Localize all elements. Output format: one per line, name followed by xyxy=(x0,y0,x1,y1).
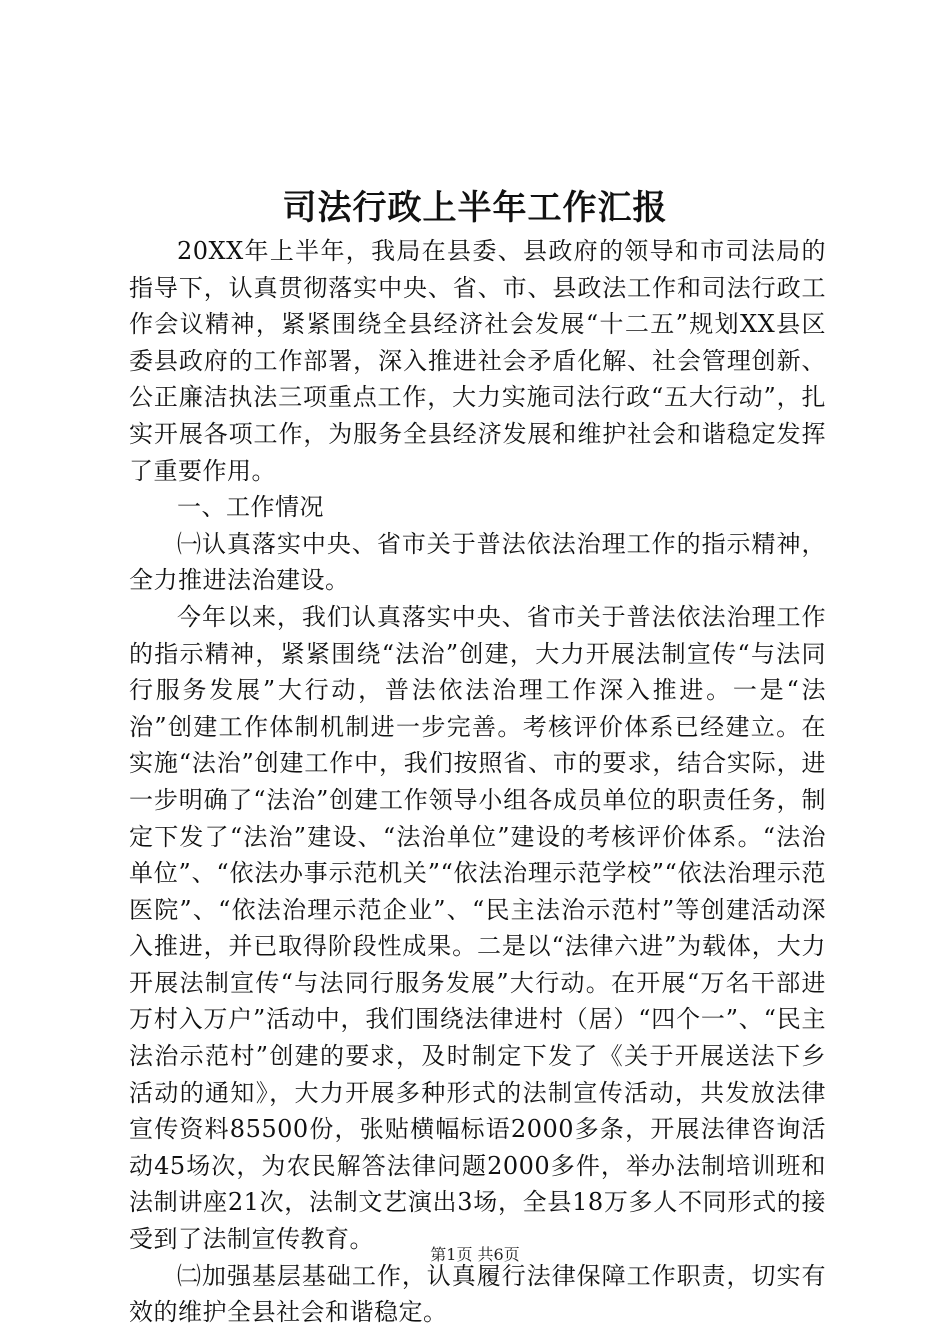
paragraph-legal-governance-detail: 今年以来，我们认真落实中央、省市关于普法依法治理工作的指示精神，紧紧围绕“法治”创建，大力开展法制宣传“与法同行服务发展”大行动，普法依法治理工作深入推进。一是“法治”创建工作体制机制进一步完善。考核评价体系已经建立。在实施“法治”创建工作中，我们按照省、市的要求，结合实际，进一步明确了“法治”创建工作领导小组各成员单位的职责任务，制定下发了“法治”建设、“法治单位”建设的考核评价体系。“法治单位”、“依法办事示范机关”“依法治理示范学校”“依法治理示范医院”、“依法治理示范企业”、“民主法治示范村”等创建活动深入推进，并已取得阶段性成果。二是以“法律六进”为载体，大力开展法制宣传“与法同行服务发展”大行动。在开展“万名干部进万村入万户”活动中，我们围绕法律进村（居）“四个一”、“民主法治示范村”创建的要求，及时制定下发了《关于开展送法下乡活动的通知》，大力开展多种形式的法制宣传活动，共发放法律宣传资料85500份，张贴横幅标语2000多条，开展法律咨询活动45场次，为农民解答法律问题2000多件，举办法制培训班和法制讲座21次，法制文艺演出3场，全县18万多人不同形式的接受到了法制宣传教育。 xyxy=(129,602,826,1254)
paragraph-intro: 20XX年上半年，我局在县委、县政府的领导和市司法局的指导下，认真贯彻落实中央、省、市、县政法工作和司法行政工作会议精神，紧紧围绕全县经济社会发展“十二五”规划XX县区委县政府的工作部署，深入推进社会矛盾化解、社会管理创新、公正廉洁执法三项重点工作，大力实施司法行政“五大行动”，扎实开展各项工作，为服务全县经济发展和维护社会和谐稳定发挥了重要作用。 xyxy=(129,237,826,485)
document-body xyxy=(129,233,826,1331)
subheading-grassroots-work: ㈡加强基层基础工作，认真履行法律保障工作职责，切实有效的维护全县社会和谐稳定。 xyxy=(129,1261,826,1327)
page-footer: 第1页 共6页 xyxy=(430,1245,520,1264)
document-title: 司法行政上半年工作汇报 xyxy=(282,188,668,228)
section-heading-work-status: 一、工作情况 xyxy=(177,493,324,522)
subheading-legal-governance: ㈠认真落实中央、省市关于普法依法治理工作的指示精神，全力推进法治建设。 xyxy=(129,529,826,595)
